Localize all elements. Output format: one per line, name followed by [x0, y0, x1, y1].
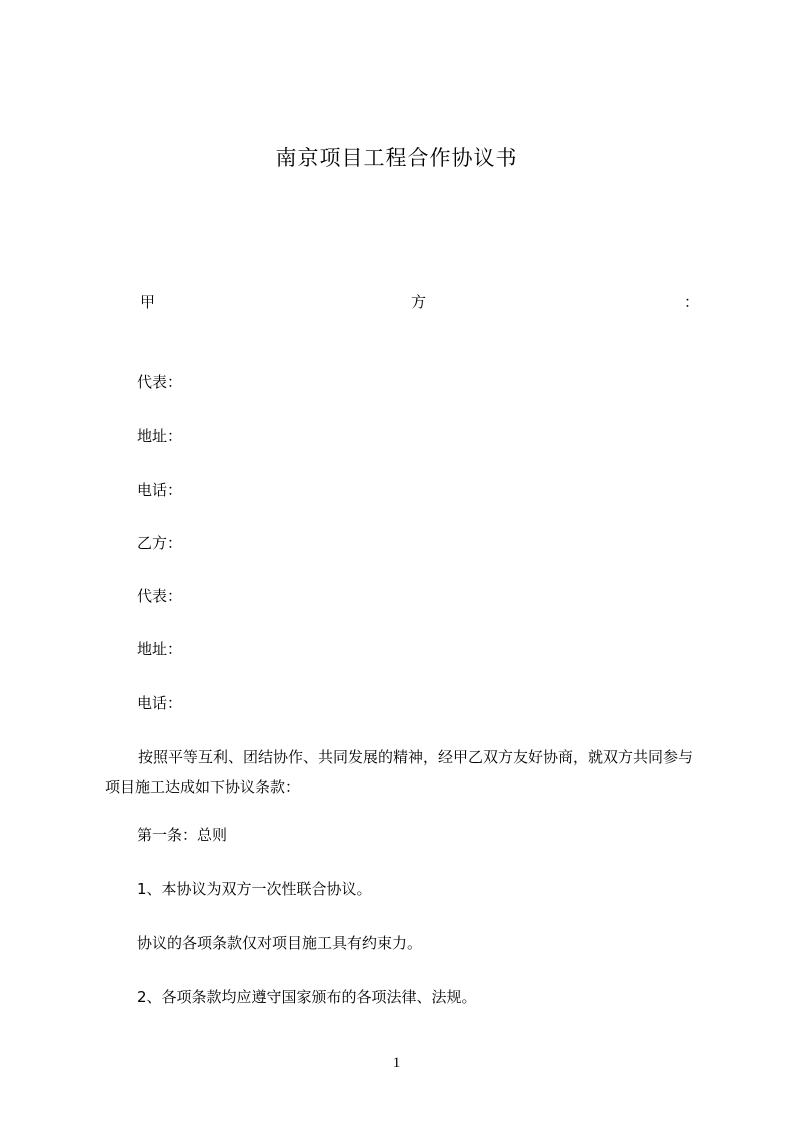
- party-b-label: 乙方：: [137, 534, 183, 552]
- clause-item-1: 1、本协议为双方一次性联合协议。: [137, 880, 372, 898]
- party-b-representative: 代表：: [137, 587, 183, 605]
- document-title: 南京项目工程合作协议书: [275, 146, 518, 170]
- clause-item-2: 2、各项条款均应遵守国家颁布的各项法律、法规。: [137, 988, 477, 1006]
- party-a-address: 地址：: [137, 427, 183, 445]
- clause-item-1-note: 协议的各项条款仅对项目施工具有约束力。: [137, 934, 423, 952]
- party-a-representative: 代表：: [137, 373, 183, 391]
- intro-paragraph: 按照平等互利、团结协作、共同发展的精神，经甲乙双方友好协商，就双方共同参与项目施工达成如下协议条款：: [105, 748, 694, 796]
- party-b-phone: 电话：: [137, 694, 183, 712]
- party-a-label: [0, 291, 793, 313]
- clause-heading: 第一条：总则: [137, 826, 228, 844]
- page-number: 1: [392, 1055, 401, 1071]
- party-a-colon: ：: [684, 293, 700, 311]
- party-a-char-1: 甲: [140, 293, 156, 311]
- party-a-char-2: 方: [411, 293, 427, 311]
- party-a-phone: 电话：: [137, 481, 183, 499]
- party-b-address: 地址：: [137, 640, 183, 658]
